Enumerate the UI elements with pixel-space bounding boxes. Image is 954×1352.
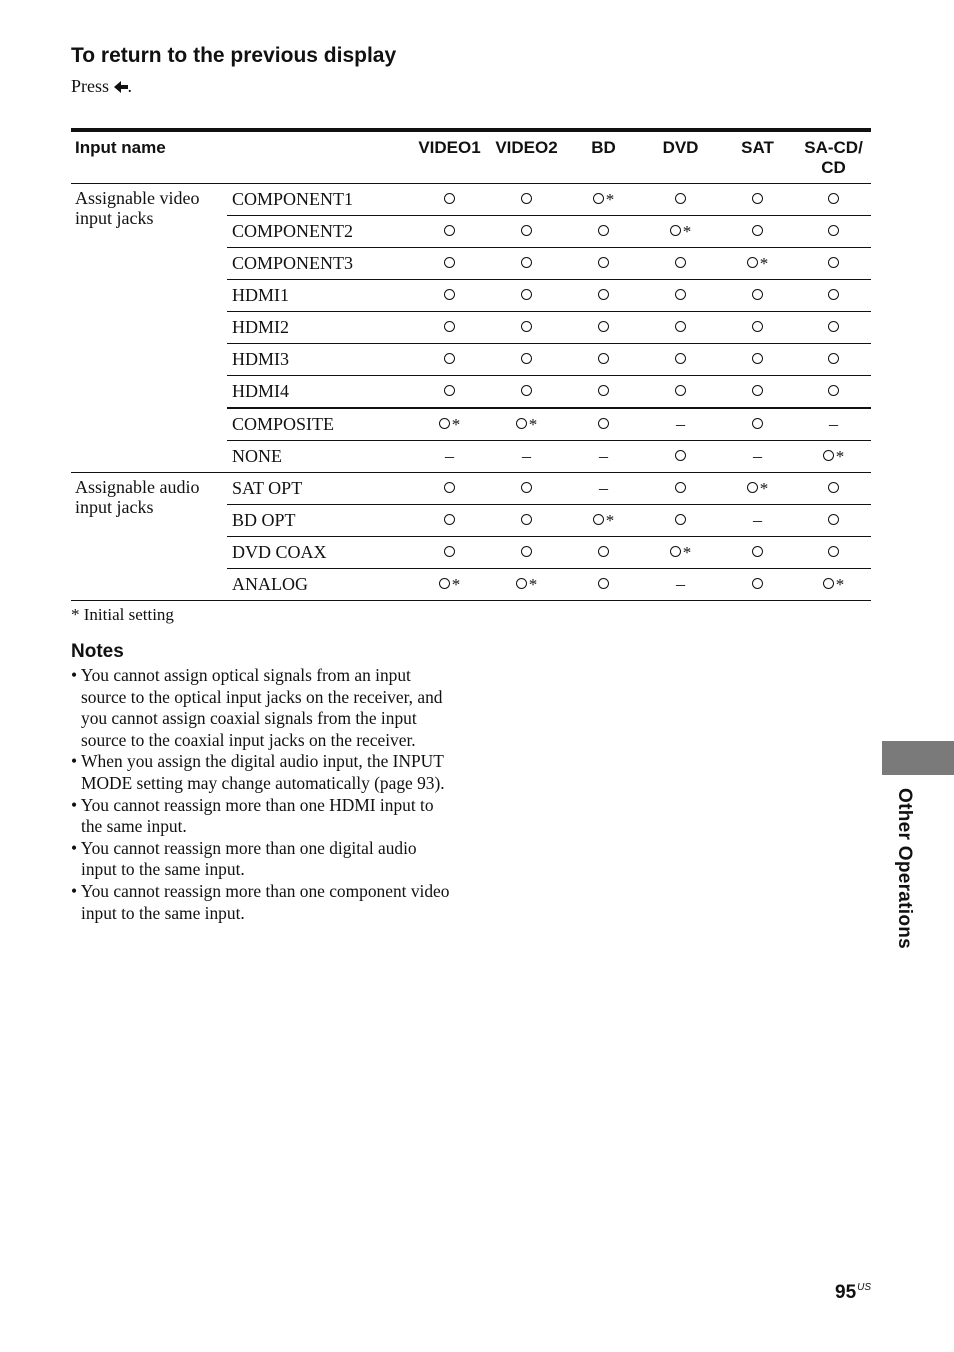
table-cell — [719, 216, 796, 248]
circle-mark-icon — [752, 546, 763, 557]
jack-name: HDMI2 — [227, 312, 411, 344]
circle-mark-icon — [670, 546, 681, 557]
circle-mark-icon — [598, 385, 609, 396]
table-cell — [642, 248, 719, 280]
page-number-value: 95 — [835, 1282, 857, 1303]
header-col-3: DVD — [662, 138, 699, 157]
table-cell — [565, 248, 642, 280]
notes-title: Notes — [71, 641, 124, 662]
table-cell — [642, 280, 719, 312]
table-cell — [488, 248, 565, 280]
table-cell — [411, 280, 488, 312]
header-col-5: SA-CD/ CD — [804, 138, 863, 177]
circle-mark-icon — [444, 321, 455, 332]
table-cell: – — [642, 408, 719, 441]
circle-mark-icon — [521, 289, 532, 300]
table-cell — [411, 537, 488, 569]
header-input-name: Input name — [75, 138, 166, 157]
table-cell — [488, 537, 565, 569]
circle-mark-icon — [675, 353, 686, 364]
table-cell — [796, 184, 871, 216]
header-col-0: VIDEO1 — [418, 138, 481, 157]
table-cell — [488, 408, 565, 441]
circle-mark-icon — [516, 418, 527, 429]
table-cell — [796, 473, 871, 505]
table-cell — [411, 248, 488, 280]
jack-name: COMPOSITE — [227, 408, 411, 441]
table-cell — [719, 280, 796, 312]
initial-setting-mark: * — [682, 543, 692, 562]
table-cell — [642, 184, 719, 216]
initial-setting-mark: * — [605, 511, 615, 530]
circle-mark-icon — [675, 385, 686, 396]
circle-mark-icon — [828, 289, 839, 300]
table-cell — [488, 184, 565, 216]
table-cell — [719, 248, 796, 280]
table-cell — [488, 569, 565, 601]
table-cell — [796, 312, 871, 344]
circle-mark-icon — [828, 193, 839, 204]
circle-mark-icon — [747, 257, 758, 268]
table-cell: – — [488, 441, 565, 473]
table-cell — [796, 441, 871, 473]
table-cell — [719, 184, 796, 216]
initial-setting-mark: * — [835, 575, 845, 594]
initial-setting-mark: * — [759, 479, 769, 498]
circle-mark-icon — [521, 482, 532, 493]
jack-name: COMPONENT3 — [227, 248, 411, 280]
table-cell — [719, 312, 796, 344]
circle-mark-icon — [598, 225, 609, 236]
circle-mark-icon — [521, 193, 532, 204]
circle-mark-icon — [675, 450, 686, 461]
table-cell — [488, 505, 565, 537]
table-cell: – — [565, 441, 642, 473]
circle-mark-icon — [593, 193, 604, 204]
circle-mark-icon — [439, 418, 450, 429]
group-label: Assignable video input jacks — [71, 184, 227, 473]
circle-mark-icon — [521, 546, 532, 557]
table-cell — [411, 505, 488, 537]
table-cell — [411, 344, 488, 376]
circle-mark-icon — [439, 578, 450, 589]
circle-mark-icon — [675, 257, 686, 268]
initial-setting-mark: * — [759, 254, 769, 273]
table-cell — [642, 537, 719, 569]
table-cell — [719, 569, 796, 601]
table-cell: – — [565, 473, 642, 505]
table-cell — [719, 344, 796, 376]
table-cell — [411, 184, 488, 216]
table-cell: – — [642, 569, 719, 601]
table-cell — [565, 505, 642, 537]
table-cell — [488, 344, 565, 376]
initial-setting-mark: * — [682, 222, 692, 241]
table-cell — [796, 376, 871, 409]
jack-name: HDMI4 — [227, 376, 411, 409]
page-number — [835, 1282, 871, 1304]
note-item: • You cannot reassign more than one digital audio input to the same input. — [71, 837, 417, 880]
circle-mark-icon — [675, 321, 686, 332]
circle-mark-icon — [670, 225, 681, 236]
circle-mark-icon — [823, 450, 834, 461]
input-assignment-table — [71, 128, 871, 601]
table-cell — [719, 376, 796, 409]
circle-mark-icon — [675, 289, 686, 300]
table-cell — [642, 473, 719, 505]
jack-name: BD OPT — [227, 505, 411, 537]
circle-mark-icon — [752, 418, 763, 429]
jack-name: SAT OPT — [227, 473, 411, 505]
jack-name: ANALOG — [227, 569, 411, 601]
table-cell — [642, 376, 719, 409]
table-cell — [411, 569, 488, 601]
circle-mark-icon — [752, 353, 763, 364]
circle-mark-icon — [828, 514, 839, 525]
circle-mark-icon — [828, 257, 839, 268]
table-cell — [411, 408, 488, 441]
circle-mark-icon — [598, 321, 609, 332]
table-cell — [565, 569, 642, 601]
circle-mark-icon — [516, 578, 527, 589]
table-cell — [565, 344, 642, 376]
jack-name: COMPONENT2 — [227, 216, 411, 248]
circle-mark-icon — [444, 514, 455, 525]
table-cell — [411, 312, 488, 344]
table-row — [71, 473, 871, 505]
circle-mark-icon — [752, 193, 763, 204]
circle-mark-icon — [444, 353, 455, 364]
initial-setting-mark: * — [528, 415, 538, 434]
initial-setting-mark: * — [528, 575, 538, 594]
circle-mark-icon — [828, 546, 839, 557]
jack-name: HDMI3 — [227, 344, 411, 376]
table-row — [71, 184, 871, 216]
circle-mark-icon — [598, 578, 609, 589]
circle-mark-icon — [823, 578, 834, 589]
circle-mark-icon — [828, 225, 839, 236]
table-cell — [642, 216, 719, 248]
note-item: • You cannot reassign more than one component video input to the same input. — [71, 880, 450, 923]
note-item: • You cannot reassign more than one HDMI input to the same input. — [71, 794, 434, 837]
circle-mark-icon — [828, 321, 839, 332]
circle-mark-icon — [747, 482, 758, 493]
circle-mark-icon — [521, 353, 532, 364]
circle-mark-icon — [598, 289, 609, 300]
table-cell — [719, 408, 796, 441]
table-cell: – — [719, 505, 796, 537]
circle-mark-icon — [752, 225, 763, 236]
table-cell — [796, 505, 871, 537]
circle-mark-icon — [444, 482, 455, 493]
initial-setting-mark: * — [451, 415, 461, 434]
table-cell — [642, 441, 719, 473]
table-header-row — [71, 130, 871, 184]
circle-mark-icon — [828, 385, 839, 396]
circle-mark-icon — [752, 385, 763, 396]
press-suffix: . — [127, 76, 133, 96]
circle-mark-icon — [598, 546, 609, 557]
table-cell — [796, 569, 871, 601]
table-cell — [796, 344, 871, 376]
circle-mark-icon — [444, 225, 455, 236]
table-cell — [796, 216, 871, 248]
initial-setting-mark: * — [835, 447, 845, 466]
circle-mark-icon — [444, 546, 455, 557]
circle-mark-icon — [752, 578, 763, 589]
circle-mark-icon — [521, 321, 532, 332]
jack-name: DVD COAX — [227, 537, 411, 569]
circle-mark-icon — [521, 225, 532, 236]
table-cell: – — [719, 441, 796, 473]
jack-name: HDMI1 — [227, 280, 411, 312]
initial-setting-mark: * — [605, 190, 615, 209]
circle-mark-icon — [521, 514, 532, 525]
table-cell: – — [796, 408, 871, 441]
circle-mark-icon — [675, 514, 686, 525]
table-cell — [488, 216, 565, 248]
table-cell — [796, 280, 871, 312]
table-cell — [719, 537, 796, 569]
note-item: • When you assign the digital audio input, the INPUT MODE setting may change automatically (page 93). — [71, 751, 445, 793]
circle-mark-icon — [593, 514, 604, 525]
table-cell — [565, 184, 642, 216]
table-cell — [488, 376, 565, 409]
table-cell — [488, 473, 565, 505]
footnote: * Initial setting — [71, 605, 174, 624]
header-col-2: BD — [591, 138, 616, 157]
table-cell: – — [411, 441, 488, 473]
initial-setting-mark: * — [451, 575, 461, 594]
table-cell — [565, 408, 642, 441]
table-cell — [642, 312, 719, 344]
return-arrow-icon — [114, 81, 128, 93]
table-cell — [565, 537, 642, 569]
press-text: Press — [71, 76, 110, 96]
table-cell — [642, 505, 719, 537]
page-number-suffix: US — [857, 1282, 872, 1293]
table-cell — [796, 248, 871, 280]
circle-mark-icon — [752, 321, 763, 332]
circle-mark-icon — [752, 289, 763, 300]
table-cell — [565, 216, 642, 248]
press-instruction — [71, 76, 132, 97]
table-cell — [796, 537, 871, 569]
circle-mark-icon — [521, 385, 532, 396]
circle-mark-icon — [444, 257, 455, 268]
circle-mark-icon — [675, 482, 686, 493]
circle-mark-icon — [444, 289, 455, 300]
table-cell — [488, 280, 565, 312]
table-body — [71, 184, 871, 601]
section-label: Other Operations — [894, 788, 915, 950]
table-cell — [565, 280, 642, 312]
jack-name: COMPONENT1 — [227, 184, 411, 216]
header-col-4: SAT — [741, 138, 774, 157]
notes-list — [71, 665, 456, 924]
table-cell — [719, 473, 796, 505]
table-cell — [642, 344, 719, 376]
table-cell — [565, 312, 642, 344]
header-col-1: VIDEO2 — [495, 138, 558, 157]
table-cell — [488, 312, 565, 344]
circle-mark-icon — [828, 482, 839, 493]
section-tab — [882, 741, 954, 775]
circle-mark-icon — [444, 385, 455, 396]
table-cell — [411, 216, 488, 248]
table-cell — [411, 376, 488, 409]
circle-mark-icon — [598, 353, 609, 364]
jack-name: NONE — [227, 441, 411, 473]
table-cell — [565, 376, 642, 409]
circle-mark-icon — [598, 418, 609, 429]
note-item: • You cannot assign optical signals from an input source to the optical input jacks on the receiver, and you cannot assign coaxial signals from the input source to the coaxial input jacks on the receiver. — [71, 665, 443, 750]
circle-mark-icon — [598, 257, 609, 268]
table-cell — [411, 473, 488, 505]
page-heading: To return to the previous display — [71, 44, 397, 67]
circle-mark-icon — [444, 193, 455, 204]
circle-mark-icon — [675, 193, 686, 204]
circle-mark-icon — [828, 353, 839, 364]
group-label: Assignable audio input jacks — [71, 473, 227, 601]
circle-mark-icon — [521, 257, 532, 268]
